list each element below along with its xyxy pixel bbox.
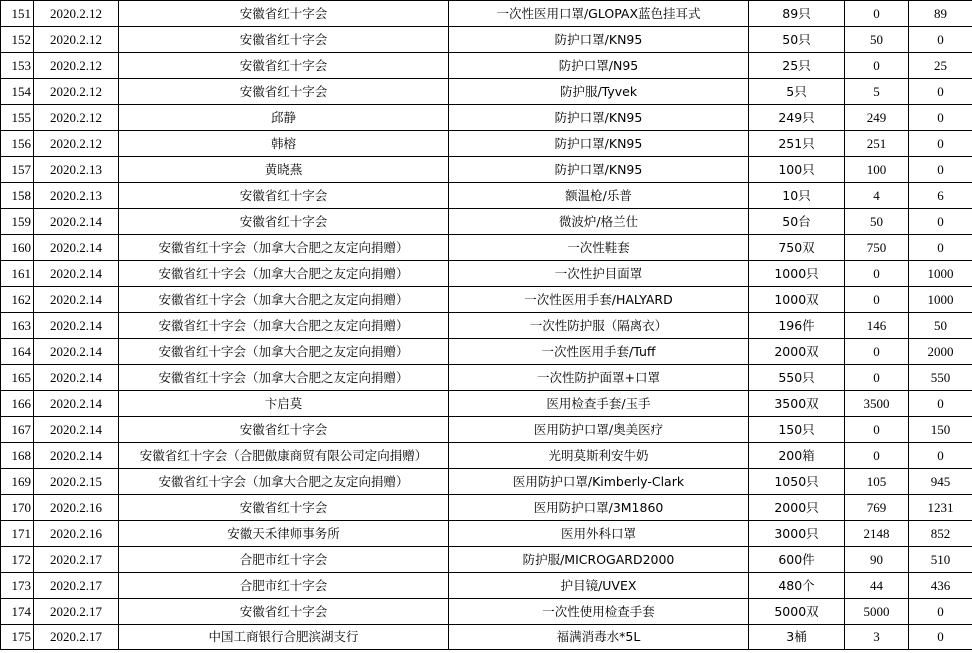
allocated-count-cell: 0	[845, 261, 909, 287]
date-cell: 2020.2.15	[34, 469, 119, 495]
row-index-cell: 151	[1, 1, 34, 27]
table-row	[1, 417, 972, 443]
table-row	[1, 339, 972, 365]
row-index-cell: 160	[1, 235, 34, 261]
row-index-cell: 167	[1, 417, 34, 443]
remaining-count-cell: 0	[909, 625, 972, 650]
table-row	[1, 599, 972, 625]
donor-cell: 安徽省红十字会	[119, 27, 449, 53]
quantity-cell: 89只	[749, 1, 845, 27]
row-index-cell: 172	[1, 547, 34, 573]
remaining-count-cell: 6	[909, 183, 972, 209]
table-row	[1, 209, 972, 235]
table-row	[1, 53, 972, 79]
date-cell: 2020.2.12	[34, 1, 119, 27]
donor-cell: 卞启莫	[119, 391, 449, 417]
table-row	[1, 1, 972, 27]
table-row	[1, 157, 972, 183]
allocated-count-cell: 44	[845, 573, 909, 599]
allocated-count-cell: 90	[845, 547, 909, 573]
table-body	[1, 1, 972, 650]
allocated-count-cell: 2148	[845, 521, 909, 547]
remaining-count-cell: 436	[909, 573, 972, 599]
quantity-cell: 25只	[749, 53, 845, 79]
item-cell: 福满消毒水*5L	[449, 625, 749, 650]
table-row	[1, 131, 972, 157]
allocated-count-cell: 4	[845, 183, 909, 209]
allocated-count-cell: 0	[845, 339, 909, 365]
remaining-count-cell: 0	[909, 391, 972, 417]
quantity-cell: 100只	[749, 157, 845, 183]
item-cell: 防护口罩/KN95	[449, 105, 749, 131]
table-row	[1, 235, 972, 261]
quantity-cell: 600件	[749, 547, 845, 573]
allocated-count-cell: 249	[845, 105, 909, 131]
allocated-count-cell: 3	[845, 625, 909, 650]
table-row	[1, 495, 972, 521]
row-index-cell: 158	[1, 183, 34, 209]
date-cell: 2020.2.14	[34, 443, 119, 469]
item-cell: 护目镜/UVEX	[449, 573, 749, 599]
table-row	[1, 469, 972, 495]
quantity-cell: 50只	[749, 27, 845, 53]
quantity-cell: 251只	[749, 131, 845, 157]
remaining-count-cell: 0	[909, 27, 972, 53]
donor-cell: 安徽省红十字会（加拿大合肥之友定向捐赠）	[119, 235, 449, 261]
table-row	[1, 313, 972, 339]
row-index-cell: 173	[1, 573, 34, 599]
row-index-cell: 170	[1, 495, 34, 521]
allocated-count-cell: 50	[845, 27, 909, 53]
quantity-cell: 5000双	[749, 599, 845, 625]
donor-cell: 安徽省红十字会（加拿大合肥之友定向捐赠）	[119, 365, 449, 391]
allocated-count-cell: 251	[845, 131, 909, 157]
item-cell: 医用防护口罩/Kimberly-Clark	[449, 469, 749, 495]
quantity-cell: 50台	[749, 209, 845, 235]
donor-cell: 安徽省红十字会	[119, 417, 449, 443]
allocated-count-cell: 750	[845, 235, 909, 261]
quantity-cell: 196件	[749, 313, 845, 339]
remaining-count-cell: 150	[909, 417, 972, 443]
item-cell: 医用防护口罩/奥美医疗	[449, 417, 749, 443]
donor-cell: 安徽省红十字会	[119, 183, 449, 209]
allocated-count-cell: 0	[845, 1, 909, 27]
quantity-cell: 249只	[749, 105, 845, 131]
row-index-cell: 162	[1, 287, 34, 313]
donor-cell: 安徽省红十字会（加拿大合肥之友定向捐赠）	[119, 339, 449, 365]
remaining-count-cell: 1231	[909, 495, 972, 521]
item-cell: 防护服/MICROGARD2000	[449, 547, 749, 573]
row-index-cell: 163	[1, 313, 34, 339]
table-row	[1, 183, 972, 209]
quantity-cell: 200箱	[749, 443, 845, 469]
allocated-count-cell: 5000	[845, 599, 909, 625]
donor-cell: 安徽省红十字会（加拿大合肥之友定向捐赠）	[119, 313, 449, 339]
row-index-cell: 155	[1, 105, 34, 131]
date-cell: 2020.2.14	[34, 261, 119, 287]
donor-cell: 安徽省红十字会	[119, 599, 449, 625]
date-cell: 2020.2.14	[34, 313, 119, 339]
item-cell: 防护口罩/KN95	[449, 157, 749, 183]
date-cell: 2020.2.12	[34, 53, 119, 79]
row-index-cell: 159	[1, 209, 34, 235]
row-index-cell: 161	[1, 261, 34, 287]
date-cell: 2020.2.13	[34, 157, 119, 183]
item-cell: 一次性防护面罩+口罩	[449, 365, 749, 391]
quantity-cell: 10只	[749, 183, 845, 209]
remaining-count-cell: 25	[909, 53, 972, 79]
date-cell: 2020.2.14	[34, 391, 119, 417]
date-cell: 2020.2.13	[34, 183, 119, 209]
table-row	[1, 79, 972, 105]
quantity-cell: 480个	[749, 573, 845, 599]
donor-cell: 安徽省红十字会（加拿大合肥之友定向捐赠）	[119, 261, 449, 287]
row-index-cell: 175	[1, 625, 34, 650]
remaining-count-cell: 0	[909, 599, 972, 625]
table-row	[1, 261, 972, 287]
donor-cell: 安徽省红十字会	[119, 1, 449, 27]
quantity-cell: 2000双	[749, 339, 845, 365]
item-cell: 防护服/Tyvek	[449, 79, 749, 105]
item-cell: 额温枪/乐普	[449, 183, 749, 209]
date-cell: 2020.2.12	[34, 27, 119, 53]
item-cell: 一次性使用检查手套	[449, 599, 749, 625]
row-index-cell: 165	[1, 365, 34, 391]
item-cell: 医用外科口罩	[449, 521, 749, 547]
row-index-cell: 171	[1, 521, 34, 547]
item-cell: 一次性医用手套/Tuff	[449, 339, 749, 365]
table-row	[1, 547, 972, 573]
date-cell: 2020.2.14	[34, 235, 119, 261]
date-cell: 2020.2.14	[34, 339, 119, 365]
date-cell: 2020.2.17	[34, 599, 119, 625]
allocated-count-cell: 0	[845, 443, 909, 469]
table-row	[1, 391, 972, 417]
quantity-cell: 750双	[749, 235, 845, 261]
table-row	[1, 287, 972, 313]
remaining-count-cell: 0	[909, 131, 972, 157]
quantity-cell: 2000只	[749, 495, 845, 521]
allocated-count-cell: 0	[845, 53, 909, 79]
allocated-count-cell: 105	[845, 469, 909, 495]
row-index-cell: 166	[1, 391, 34, 417]
remaining-count-cell: 0	[909, 235, 972, 261]
donor-cell: 中国工商银行合肥滨湖支行	[119, 625, 449, 650]
item-cell: 医用防护口罩/3M1860	[449, 495, 749, 521]
remaining-count-cell: 0	[909, 157, 972, 183]
row-index-cell: 153	[1, 53, 34, 79]
remaining-count-cell: 0	[909, 443, 972, 469]
allocated-count-cell: 100	[845, 157, 909, 183]
item-cell: 医用检查手套/玉手	[449, 391, 749, 417]
remaining-count-cell: 852	[909, 521, 972, 547]
table-row	[1, 443, 972, 469]
donor-cell: 安徽省红十字会（加拿大合肥之友定向捐赠）	[119, 287, 449, 313]
donor-cell: 韩榕	[119, 131, 449, 157]
table-row	[1, 105, 972, 131]
remaining-count-cell: 1000	[909, 261, 972, 287]
quantity-cell: 550只	[749, 365, 845, 391]
donor-cell: 邱静	[119, 105, 449, 131]
date-cell: 2020.2.12	[34, 79, 119, 105]
allocated-count-cell: 146	[845, 313, 909, 339]
item-cell: 一次性医用手套/HALYARD	[449, 287, 749, 313]
item-cell: 一次性防护服（隔离衣）	[449, 313, 749, 339]
donor-cell: 安徽省红十字会	[119, 53, 449, 79]
item-cell: 一次性医用口罩/GLOPAX蓝色挂耳式	[449, 1, 749, 27]
table-row	[1, 573, 972, 599]
donor-cell: 安徽天禾律师事务所	[119, 521, 449, 547]
table-row	[1, 27, 972, 53]
row-index-cell: 156	[1, 131, 34, 157]
quantity-cell: 1000只	[749, 261, 845, 287]
date-cell: 2020.2.14	[34, 287, 119, 313]
item-cell: 光明莫斯利安牛奶	[449, 443, 749, 469]
remaining-count-cell: 89	[909, 1, 972, 27]
quantity-cell: 5只	[749, 79, 845, 105]
donor-cell: 安徽省红十字会	[119, 495, 449, 521]
donor-cell: 安徽省红十字会（合肥傲康商贸有限公司定向捐赠）	[119, 443, 449, 469]
date-cell: 2020.2.14	[34, 209, 119, 235]
row-index-cell: 164	[1, 339, 34, 365]
item-cell: 微波炉/格兰仕	[449, 209, 749, 235]
allocated-count-cell: 50	[845, 209, 909, 235]
remaining-count-cell: 0	[909, 79, 972, 105]
remaining-count-cell: 0	[909, 105, 972, 131]
quantity-cell: 3500双	[749, 391, 845, 417]
allocated-count-cell: 0	[845, 287, 909, 313]
allocated-count-cell: 0	[845, 365, 909, 391]
date-cell: 2020.2.14	[34, 365, 119, 391]
table-row	[1, 521, 972, 547]
item-cell: 一次性鞋套	[449, 235, 749, 261]
donor-cell: 安徽省红十字会	[119, 209, 449, 235]
date-cell: 2020.2.12	[34, 131, 119, 157]
date-cell: 2020.2.17	[34, 573, 119, 599]
item-cell: 防护口罩/N95	[449, 53, 749, 79]
quantity-cell: 1050只	[749, 469, 845, 495]
quantity-cell: 1000双	[749, 287, 845, 313]
table-row	[1, 365, 972, 391]
item-cell: 防护口罩/KN95	[449, 131, 749, 157]
allocated-count-cell: 3500	[845, 391, 909, 417]
quantity-cell: 150只	[749, 417, 845, 443]
table-row	[1, 625, 972, 650]
quantity-cell: 3桶	[749, 625, 845, 650]
donor-cell: 合肥市红十字会	[119, 547, 449, 573]
date-cell: 2020.2.16	[34, 521, 119, 547]
remaining-count-cell: 945	[909, 469, 972, 495]
date-cell: 2020.2.17	[34, 625, 119, 650]
remaining-count-cell: 1000	[909, 287, 972, 313]
row-index-cell: 152	[1, 27, 34, 53]
date-cell: 2020.2.12	[34, 105, 119, 131]
allocated-count-cell: 0	[845, 417, 909, 443]
row-index-cell: 169	[1, 469, 34, 495]
item-cell: 防护口罩/KN95	[449, 27, 749, 53]
donor-cell: 合肥市红十字会	[119, 573, 449, 599]
donor-cell: 安徽省红十字会（加拿大合肥之友定向捐赠）	[119, 469, 449, 495]
remaining-count-cell: 50	[909, 313, 972, 339]
row-index-cell: 154	[1, 79, 34, 105]
remaining-count-cell: 510	[909, 547, 972, 573]
row-index-cell: 168	[1, 443, 34, 469]
date-cell: 2020.2.14	[34, 417, 119, 443]
donor-cell: 黄晓燕	[119, 157, 449, 183]
item-cell: 一次性护目面罩	[449, 261, 749, 287]
quantity-cell: 3000只	[749, 521, 845, 547]
remaining-count-cell: 0	[909, 209, 972, 235]
row-index-cell: 174	[1, 599, 34, 625]
date-cell: 2020.2.17	[34, 547, 119, 573]
date-cell: 2020.2.16	[34, 495, 119, 521]
remaining-count-cell: 2000	[909, 339, 972, 365]
donor-cell: 安徽省红十字会	[119, 79, 449, 105]
allocated-count-cell: 769	[845, 495, 909, 521]
allocated-count-cell: 5	[845, 79, 909, 105]
remaining-count-cell: 550	[909, 365, 972, 391]
row-index-cell: 157	[1, 157, 34, 183]
